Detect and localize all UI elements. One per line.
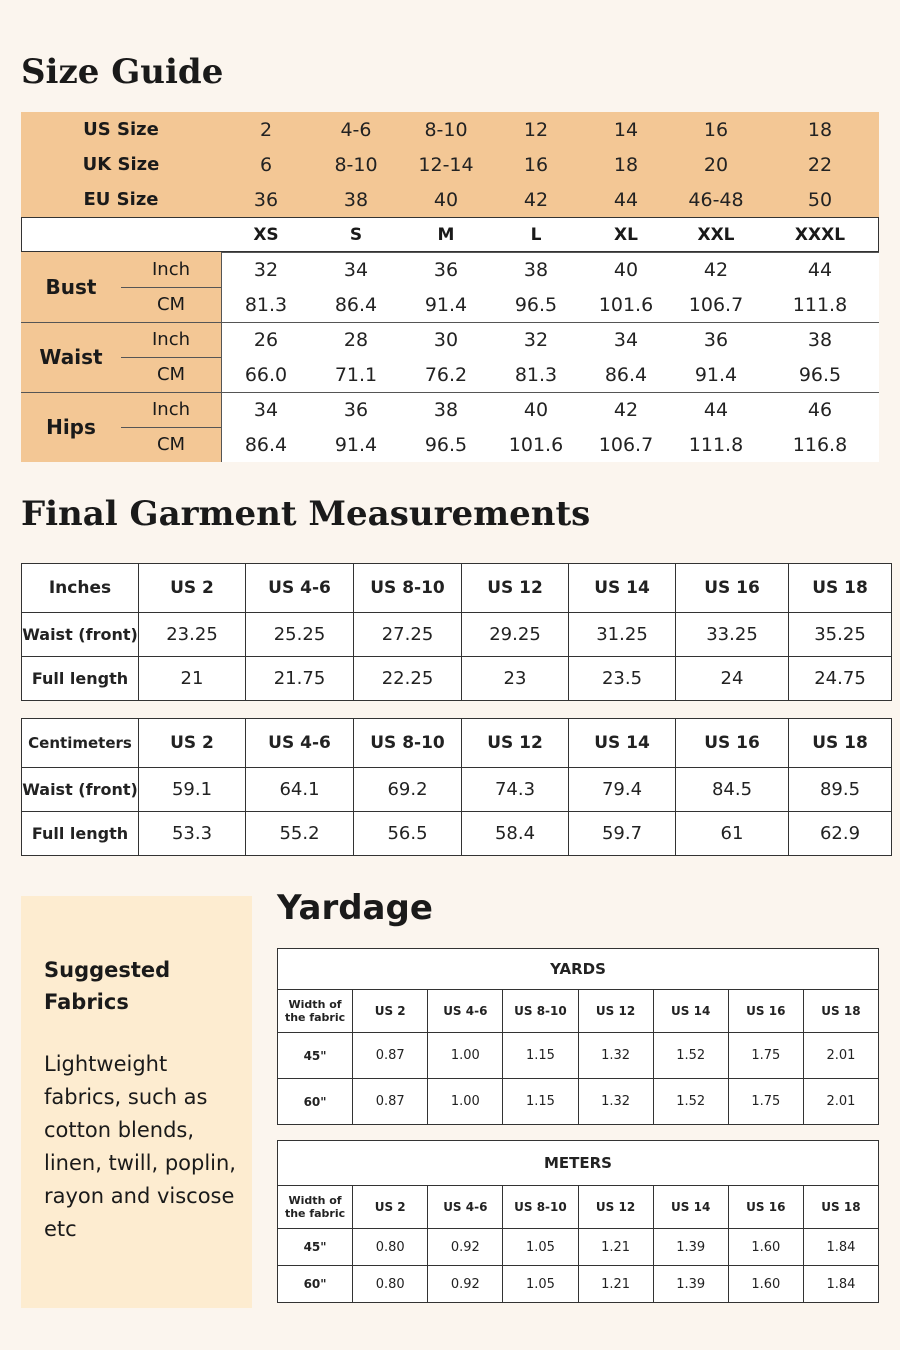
hips-inch-value: 42	[613, 398, 639, 421]
bust-cm-value: 111.8	[792, 293, 848, 316]
table-row	[22, 613, 892, 657]
table-cell: 1.05	[503, 1229, 578, 1266]
eu-size-value: 38	[343, 188, 369, 211]
bust-inch-value: 32	[253, 258, 279, 281]
column-header: US 8-10	[503, 990, 578, 1033]
hips-inch-value: 34	[253, 398, 279, 421]
table-row	[278, 1079, 879, 1125]
letter-size: L	[530, 224, 542, 245]
table-cell: 84.5	[676, 768, 789, 812]
bust-inch-value: 36	[433, 258, 459, 281]
waist-inch-value: 32	[523, 328, 549, 351]
bust-cm-value: 81.3	[244, 293, 288, 316]
column-header: Width of the fabric	[278, 1186, 353, 1229]
table-cell: 1.60	[728, 1229, 803, 1266]
eu-size-value: 40	[433, 188, 459, 211]
table-row	[22, 657, 892, 701]
waist-inch-value: 36	[703, 328, 729, 351]
uk-size-value: 22	[807, 153, 833, 176]
letter-size: XXXL	[794, 224, 846, 245]
table-cell: 0.92	[428, 1229, 503, 1266]
column-header: US 14	[653, 1186, 728, 1229]
bust-unit-divider	[121, 287, 221, 288]
table-cell: 0.80	[353, 1229, 428, 1266]
caption-row	[278, 949, 879, 990]
hips-group-divider	[21, 392, 221, 393]
waist-label: Waist	[39, 345, 103, 369]
bust-cm-value: 91.4	[424, 293, 468, 316]
us-size-value: 18	[807, 118, 833, 141]
hips-cm-unit: CM	[156, 434, 186, 455]
waist-inch-value: 34	[613, 328, 639, 351]
hips-cm-value: 86.4	[244, 433, 288, 456]
table-cell: 1.00	[428, 1079, 503, 1125]
uk-size-value: 20	[703, 153, 729, 176]
bust-inch-unit: Inch	[151, 259, 191, 280]
final-measurements-title: Final Garment Measurements	[21, 494, 591, 534]
eu-size-value: 50	[807, 188, 833, 211]
table-cell: 59.1	[139, 768, 246, 812]
column-header: US 16	[676, 719, 789, 768]
table-cell: 59.7	[569, 812, 676, 856]
table-cell: 1.15	[503, 1033, 578, 1079]
table-row	[22, 812, 892, 856]
us-size-value: 12	[523, 118, 549, 141]
waist-cm-value: 76.2	[424, 363, 468, 386]
table-cell: 0.87	[353, 1079, 428, 1125]
waist-cm-value: 91.4	[694, 363, 738, 386]
us-size-value: 2	[259, 118, 273, 141]
table-cell: 2.01	[803, 1079, 878, 1125]
row-label: Waist (front)	[22, 613, 139, 657]
column-header: US 16	[728, 1186, 803, 1229]
table-cell: 23	[462, 657, 569, 701]
table-cell: 29.25	[462, 613, 569, 657]
fabrics-heading: Suggested Fabrics	[44, 958, 171, 1014]
hips-unit-divider	[121, 427, 221, 428]
header-row	[22, 719, 892, 768]
letter-size: XS	[253, 224, 279, 245]
table-cell: 23.25	[139, 613, 246, 657]
hips-inch-value: 44	[703, 398, 729, 421]
size-guide-title: Size Guide	[21, 52, 224, 92]
column-header: US 18	[789, 719, 892, 768]
table-cell: 24.75	[789, 657, 892, 701]
us-size-value: 8-10	[424, 118, 468, 141]
table-cell: 61	[676, 812, 789, 856]
uk-size-value: 12-14	[418, 153, 474, 176]
bust-cm-value: 106.7	[688, 293, 744, 316]
suggested-fabrics-panel	[21, 896, 252, 1308]
hips-inch-unit: Inch	[151, 399, 191, 420]
table-cell: 1.39	[653, 1266, 728, 1303]
row-label: Full length	[22, 657, 139, 701]
row-label: Waist (front)	[22, 768, 139, 812]
table-cell: 35.25	[789, 613, 892, 657]
table-cell: 58.4	[462, 812, 569, 856]
table-cell: 1.21	[578, 1266, 653, 1303]
column-header: US 14	[653, 990, 728, 1033]
hips-inch-value: 46	[807, 398, 833, 421]
table-cell: 55.2	[246, 812, 354, 856]
table-cell: 89.5	[789, 768, 892, 812]
table-row	[278, 1229, 879, 1266]
row-label: 60"	[278, 1266, 353, 1303]
us-size-label: US Size	[83, 119, 159, 140]
waist-unit-divider	[121, 357, 221, 358]
column-header: US 18	[789, 564, 892, 613]
hips-cm-value: 106.7	[598, 433, 654, 456]
table-cell: 1.21	[578, 1229, 653, 1266]
column-header: US 4-6	[246, 564, 354, 613]
table-row	[278, 1033, 879, 1079]
uk-size-value: 16	[523, 153, 549, 176]
table-cell: 1.52	[653, 1033, 728, 1079]
table-row	[278, 1266, 879, 1303]
column-header: US 18	[803, 990, 878, 1033]
table-cell: 1.15	[503, 1079, 578, 1125]
column-header: US 16	[676, 564, 789, 613]
table-cell: 27.25	[354, 613, 462, 657]
table-cell: 56.5	[354, 812, 462, 856]
eu-size-value: 36	[253, 188, 279, 211]
column-header: US 2	[139, 719, 246, 768]
hips-cm-value: 101.6	[508, 433, 564, 456]
column-header: Inches	[22, 564, 139, 613]
table-cell: 1.52	[653, 1079, 728, 1125]
size-guide-table	[21, 112, 879, 462]
column-header: US 8-10	[354, 564, 462, 613]
table-cell: 1.32	[578, 1033, 653, 1079]
uk-size-value: 8-10	[334, 153, 378, 176]
waist-inch-value: 30	[433, 328, 459, 351]
table-cell: 33.25	[676, 613, 789, 657]
yards-table	[277, 948, 879, 1125]
hips-label: Hips	[46, 415, 96, 439]
eu-size-label: EU Size	[83, 189, 159, 210]
table-cell: 64.1	[246, 768, 354, 812]
bust-inch-value: 42	[703, 258, 729, 281]
table-caption: METERS	[278, 1141, 879, 1186]
uk-size-label: UK Size	[82, 154, 160, 175]
table-cell: 23.5	[569, 657, 676, 701]
bust-cm-value: 86.4	[334, 293, 378, 316]
waist-cm-value: 71.1	[334, 363, 378, 386]
uk-size-value: 18	[613, 153, 639, 176]
table-cell: 1.32	[578, 1079, 653, 1125]
table-cell: 21.75	[246, 657, 354, 701]
measure-column-divider	[221, 252, 222, 462]
eu-size-value: 46-48	[688, 188, 744, 211]
column-header: US 8-10	[354, 719, 462, 768]
column-header: Centimeters	[22, 719, 139, 768]
table-cell: 22.25	[354, 657, 462, 701]
header-row	[22, 564, 892, 613]
column-header: US 14	[569, 564, 676, 613]
bust-cm-unit: CM	[156, 294, 186, 315]
centimeters-table	[21, 718, 892, 856]
column-header: US 14	[569, 719, 676, 768]
us-size-value: 16	[703, 118, 729, 141]
caption-row	[278, 1141, 879, 1186]
table-cell: 0.80	[353, 1266, 428, 1303]
table-cell: 62.9	[789, 812, 892, 856]
table-cell: 79.4	[569, 768, 676, 812]
hips-cm-value: 111.8	[688, 433, 744, 456]
table-cell: 25.25	[246, 613, 354, 657]
yardage-title: Yardage	[277, 888, 433, 928]
bust-inch-value: 44	[807, 258, 833, 281]
table-cell: 24	[676, 657, 789, 701]
bust-cm-value: 101.6	[598, 293, 654, 316]
column-header: Width of the fabric	[278, 990, 353, 1033]
hips-cm-value: 96.5	[424, 433, 468, 456]
eu-size-value: 42	[523, 188, 549, 211]
bust-cm-value: 96.5	[514, 293, 558, 316]
column-header: US 18	[803, 1186, 878, 1229]
table-row	[22, 768, 892, 812]
column-header: US 12	[462, 719, 569, 768]
table-cell: 1.00	[428, 1033, 503, 1079]
column-header: US 12	[578, 1186, 653, 1229]
table-cell: 2.01	[803, 1033, 878, 1079]
waist-cm-unit: CM	[156, 364, 186, 385]
column-header: US 16	[728, 990, 803, 1033]
table-cell: 1.75	[728, 1079, 803, 1125]
waist-group-divider	[21, 322, 221, 323]
table-cell: 69.2	[354, 768, 462, 812]
table-cell: 1.39	[653, 1229, 728, 1266]
header-row	[278, 1186, 879, 1229]
bust-inch-value: 34	[343, 258, 369, 281]
waist-inch-unit: Inch	[151, 329, 191, 350]
table-cell: 31.25	[569, 613, 676, 657]
row-label: Full length	[22, 812, 139, 856]
waist-inch-value: 38	[807, 328, 833, 351]
column-header: US 2	[353, 1186, 428, 1229]
waist-cm-value: 81.3	[514, 363, 558, 386]
eu-size-value: 44	[613, 188, 639, 211]
table-cell: 21	[139, 657, 246, 701]
row-label: 60"	[278, 1079, 353, 1125]
hips-inch-value: 36	[343, 398, 369, 421]
hips-inch-value: 40	[523, 398, 549, 421]
table-cell: 1.60	[728, 1266, 803, 1303]
column-header: US 8-10	[503, 1186, 578, 1229]
column-header: US 2	[139, 564, 246, 613]
column-header: US 2	[353, 990, 428, 1033]
letter-size: S	[349, 224, 363, 245]
table-cell: 0.92	[428, 1266, 503, 1303]
hips-cm-value: 91.4	[334, 433, 378, 456]
bust-label: Bust	[45, 275, 97, 299]
bust-inch-value: 40	[613, 258, 639, 281]
table-cell: 0.87	[353, 1033, 428, 1079]
waist-inch-value: 26	[253, 328, 279, 351]
header-row	[278, 990, 879, 1033]
waist-cm-value: 66.0	[244, 363, 288, 386]
waist-cm-value: 86.4	[604, 363, 648, 386]
bust-inch-value: 38	[523, 258, 549, 281]
us-size-value: 4-6	[340, 118, 372, 141]
table-cell: 1.84	[803, 1229, 878, 1266]
table-cell: 74.3	[462, 768, 569, 812]
column-header: US 4-6	[428, 990, 503, 1033]
table-cell: 1.84	[803, 1266, 878, 1303]
letter-size: M	[437, 224, 455, 245]
hips-inch-value: 38	[433, 398, 459, 421]
letter-size: XL	[614, 224, 638, 245]
meters-table	[277, 1140, 879, 1303]
column-header: US 4-6	[428, 1186, 503, 1229]
row-label: 45"	[278, 1229, 353, 1266]
fabrics-text: Lightweight fabrics, such as cotton blends, linen, twill, poplin, rayon and viscose etc	[44, 1052, 236, 1241]
column-header: US 4-6	[246, 719, 354, 768]
column-header: US 12	[462, 564, 569, 613]
waist-inch-value: 28	[343, 328, 369, 351]
table-cell: 1.75	[728, 1033, 803, 1079]
row-label: 45"	[278, 1033, 353, 1079]
table-cell: 1.05	[503, 1266, 578, 1303]
inches-table	[21, 563, 892, 701]
us-size-value: 14	[613, 118, 639, 141]
letter-size: XXL	[697, 224, 735, 245]
column-header: US 12	[578, 990, 653, 1033]
table-cell: 53.3	[139, 812, 246, 856]
uk-size-value: 6	[259, 153, 273, 176]
hips-cm-value: 116.8	[792, 433, 848, 456]
waist-cm-value: 96.5	[798, 363, 842, 386]
table-caption: YARDS	[278, 949, 879, 990]
